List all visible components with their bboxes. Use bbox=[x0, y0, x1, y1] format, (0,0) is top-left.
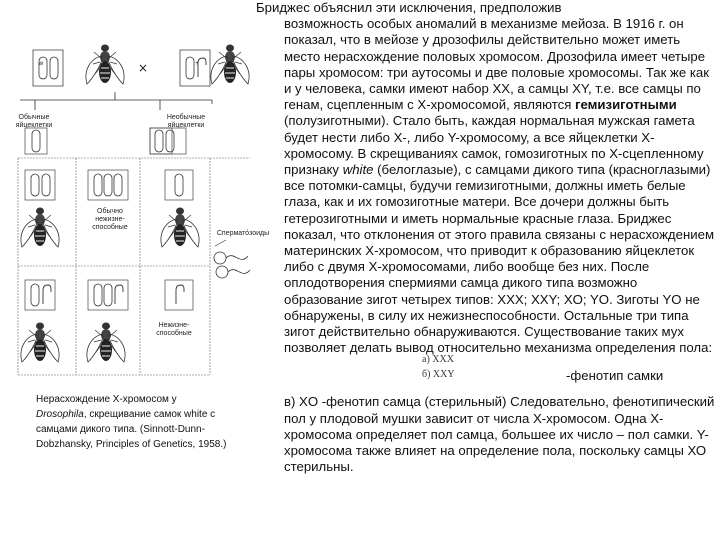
nondisjunction-figure bbox=[0, 0, 270, 540]
formula-a: а) XXX bbox=[422, 354, 454, 366]
caption-line4: Dobzhansky, Principles of Genetics, 1958.) bbox=[36, 439, 227, 450]
caption-line1: Нерасхождение X-хромосом у bbox=[36, 394, 177, 405]
normal-eggs-label: Обычные яйцеклетки bbox=[15, 114, 53, 129]
paragraph-2: в) XO -фенотип самца (стерильный) Следовательно, фенотипический пол у плодовой мушки зависит от числа Х-хромосом. Одна Х-хромосома определяет пол самца, большее их число – пол самки. Y-хромосома также влияет на определение пола, поскольку самцы ХО стерильны. bbox=[284, 394, 715, 475]
caption-species: Drosophila bbox=[36, 409, 84, 420]
gene-plus-label: + bbox=[195, 61, 199, 67]
paragraph-1-cont bbox=[256, 16, 716, 356]
p1-bold-term: гемизиготными bbox=[575, 97, 677, 113]
p1-text-b: возможность особых аномалий в механизме мейоза. В 1916 г. он показал, что в мейозе у дрозофилы действительно может иметь место нерасхождение половых хромосом. Дрозофила имеет четыре пары хромосом: три аутосомы и две половые хромосомы. Так же как и у человека, самки имеют набор ХХ, а самцы ХY, т.е. все самцы по генам, сцепленным с Х-хромосомой, являются bbox=[284, 16, 710, 113]
body-text bbox=[256, 0, 716, 475]
formula-b: б) XXY bbox=[422, 369, 455, 381]
sperm-label: Спермато́зоиды bbox=[216, 230, 270, 237]
p1-first-line: Бриджес объяснил эти исключения, предположив bbox=[256, 0, 562, 15]
paragraph-1 bbox=[256, 0, 716, 16]
p1-italic-term: white bbox=[342, 162, 374, 178]
formula-label: -фенотип самки bbox=[566, 368, 664, 384]
nondisjunction-eggs-label: Необычные яйцеклетки bbox=[166, 114, 206, 129]
nonviable-label: Нежизне- способные bbox=[156, 322, 192, 337]
formula-block bbox=[284, 356, 716, 394]
formula-image bbox=[422, 352, 522, 386]
p1-text-d: (белоглазые), с самцами дикого типа (красноглазыми) все потомки-самцы, будучи гемизиготными, должны иметь белые глаза, как и их гомозиготные матери. Все дочери должны быть гетерозиготными и иметь нормальные красные глаза. Бриджес показал, что отклонения от этого правила связаны с нерасхождением материнских Х-хромосом, что приводит к образованию яйцеклеток либо с двумя Х-хромосомами, либо вообще без них. После оплодотворения спермиями самца дикого типа возможно образование зигот четырех типов: ХХХ; XXY; XO; YO. Зиготы YO не обнаружены, в силу их нежизнеспособности. Остальные три типа зигот действительно обнаруживаются. Существование таких мух позволяет делать вывод относительно механизма определения пола: bbox=[284, 162, 715, 356]
gene-w-label: w bbox=[38, 61, 44, 67]
p1-text-c: (полузиготными). Стало быть, каждая нормальная мужская гамета будет нести либо Х-, либо Y-хромосому, а все яйцеклетки Х-хромосому. В скрещиваниях самок, гомозиготных по Х-сцепленному признаку bbox=[284, 113, 704, 178]
caption-line2: , скрещивание самок white с bbox=[83, 409, 216, 420]
figure-drawing bbox=[0, 0, 270, 540]
caption-line3: самцами дикого типа. (Sinnott-Dunn- bbox=[36, 424, 205, 435]
viable-label: Обычно нежизне- способные bbox=[92, 208, 128, 231]
figure-caption bbox=[36, 392, 254, 452]
svg-text:×: × bbox=[138, 61, 149, 75]
